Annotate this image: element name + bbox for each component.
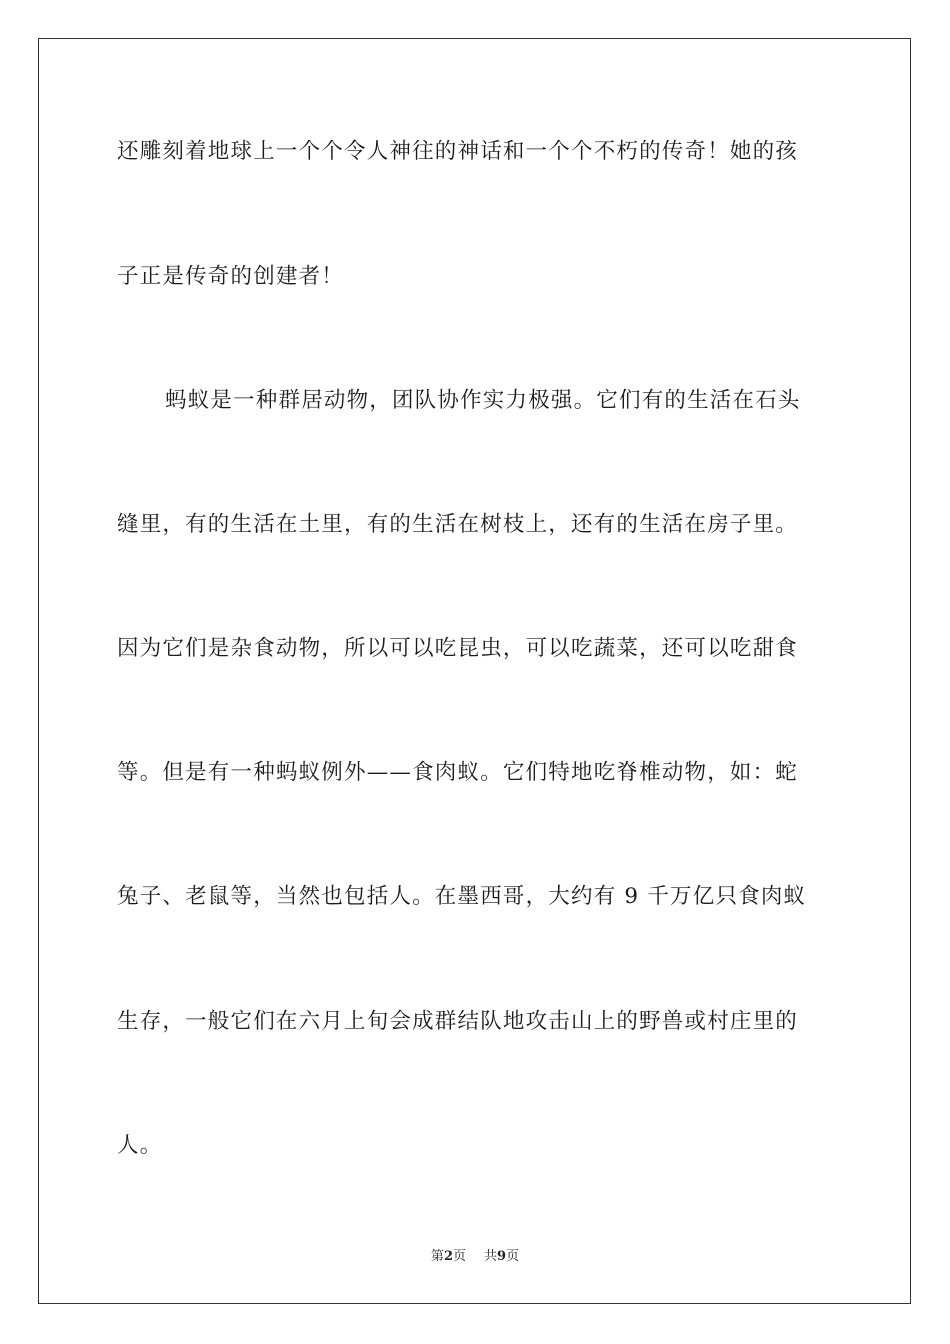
- text-line-5: 因为它们是杂食动物，所以可以吃昆虫，可以吃蔬菜，还可以吃甜食: [117, 636, 799, 661]
- text-line-9: 人。: [117, 1133, 163, 1158]
- total-prefix: 共: [484, 1249, 498, 1264]
- text-line-6: 等。但是有一种蚂蚁例外——食肉蚁。它们特地吃脊椎动物，如：蛇: [117, 760, 799, 785]
- current-page-number: 2: [443, 1249, 453, 1264]
- text-line-1: 还雕刻着地球上一个个令人神往的神话和一个个不朽的传奇！她的孩: [117, 139, 799, 164]
- page-border: [38, 38, 911, 1304]
- page-prefix: 第: [430, 1249, 444, 1264]
- text-line-4: 缝里，有的生活在土里，有的生活在树枝上，还有的生活在房子里。: [117, 512, 799, 537]
- total-page-number: 9: [497, 1249, 507, 1264]
- text-line-3: 蚂蚁是一种群居动物，团队协作实力极强。它们有的生活在石头: [165, 388, 801, 413]
- text-line-7: 兔子、老鼠等，当然也包括人。在墨西哥，大约有 9 千万亿只食肉蚁: [117, 884, 807, 909]
- page-footer: [0, 1249, 950, 1265]
- total-suffix: 页: [506, 1249, 520, 1264]
- text-line-8: 生存，一般它们在六月上旬会成群结队地攻击山上的野兽或村庄里的: [117, 1009, 799, 1034]
- text-line-2: 子正是传奇的创建者！: [117, 264, 345, 289]
- page-suffix: 页: [452, 1249, 466, 1264]
